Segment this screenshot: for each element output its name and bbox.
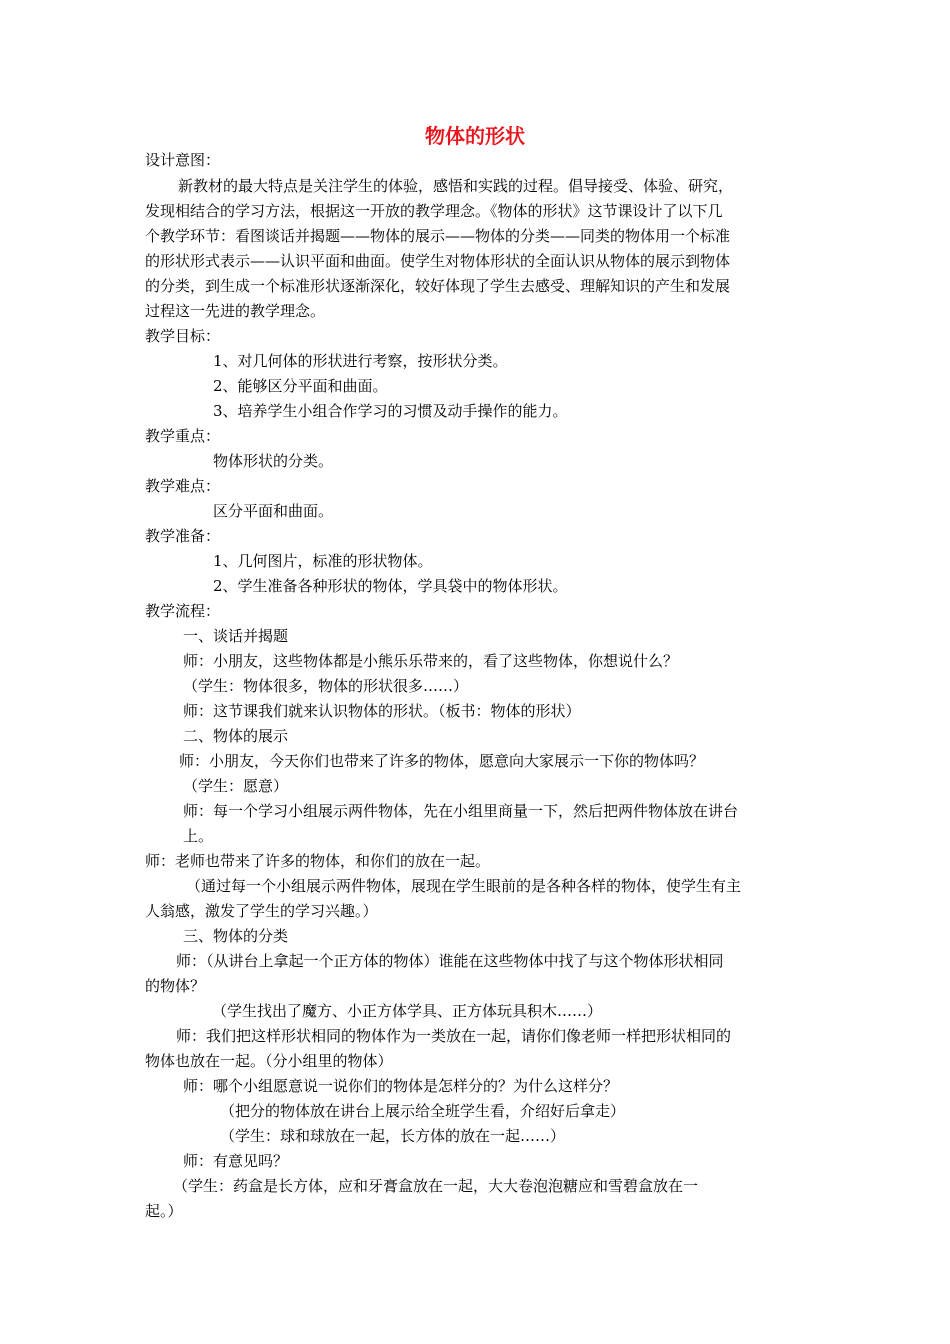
text-line: 师：有意见吗？ [183,1152,289,1170]
section-heading: 教学准备： [145,527,221,545]
text-line: 新教材的最大特点是关注学生的体验，感悟和实践的过程。倡导接受、体验、研究， [178,177,734,195]
text-line: （学生：球和球放在一起，长方体的放在一起……） [220,1127,566,1145]
text-line: 过程这一先进的教学理念。 [145,302,326,320]
text-line: 物体形状的分类。 [213,452,334,470]
text-line: （学生：愿意） [183,777,289,795]
text-line: （学生：药盒是长方体，应和牙膏盒放在一起，大大卷泡泡糖应和雪碧盒放在一 [173,1177,699,1195]
page-title: 物体的形状 [425,124,525,148]
list-item: 1、几何图片，标准的形状物体。 [213,552,433,570]
text-line: 的物体？ [145,977,206,995]
section-heading: 教学目标： [145,327,221,345]
subsection-heading: 二、物体的展示 [183,727,289,745]
text-line: 物体也放在一起。（分小组里的物体） [145,1052,393,1070]
list-item: 1、对几何体的形状进行考察，按形状分类。 [213,352,508,370]
text-line: 师：小朋友，今天你们也带来了许多的物体，愿意向大家展示一下你的物体吗？ [179,752,705,770]
text-line: 起。） [145,1202,183,1220]
section-heading: 教学流程： [145,602,221,620]
text-line: 的分类，到生成一个标准形状逐渐深化，较好体现了学生去感受、理解知识的产生和发展 [145,277,731,295]
section-heading: 教学难点： [145,477,221,495]
text-line: 发现相结合的学习方法，根据这一开放的教学理念。《物体的形状》这节课设计了以下几 [145,202,723,220]
text-line: 师：每一个学习小组展示两件物体，先在小组里商量一下，然后把两件物体放在讲台 [183,802,739,820]
text-line: 上。 [183,827,214,845]
text-line: 师：（从讲台上拿起一个正方体的物体）谁能在这些物体中找了与这个物体形状相同 [176,952,724,970]
text-line: 的形状形式表示——认识平面和曲面。使学生对物体形状的全面认识从物体的展示到物体 [145,252,731,270]
text-line: （把分的物体放在讲台上展示给全班学生看，介绍好后拿走） [220,1102,626,1120]
text-line: 师：这节课我们就来认识物体的形状。（板书：物体的形状） [183,702,581,720]
subsection-heading: 三、物体的分类 [183,927,289,945]
section-heading: 教学重点： [145,427,221,445]
text-line: （通过每一个小组展示两件物体，展现在学生眼前的是各种各样的物体，使学生有主 [186,877,742,895]
text-line: 区分平面和曲面。 [213,502,334,520]
list-item: 2、能够区分平面和曲面。 [213,377,388,395]
text-line: 设计意图： [145,151,221,169]
text-line: 人翁感，激发了学生的学习兴趣。） [145,902,378,920]
text-line: 师：小朋友，这些物体都是小熊乐乐带来的，看了这些物体，你想说什么？ [183,652,679,670]
text-line: 个教学环节：看图谈话并揭题——物体的展示——物体的分类——同类的物体用一个标准 [145,227,731,245]
list-item: 2、学生准备各种形状的物体，学具袋中的物体形状。 [213,577,568,595]
text-line: 师：老师也带来了许多的物体，和你们的放在一起。 [145,852,491,870]
text-line: （学生找出了魔方、小正方体学具、正方体玩具积木……） [212,1002,603,1020]
text-line: 师：哪个小组愿意说一说你们的物体是怎样分的？为什么这样分？ [183,1077,619,1095]
subsection-heading: 一、谈话并揭题 [183,627,289,645]
list-item: 3、培养学生小组合作学习的习惯及动手操作的能力。 [213,402,568,420]
text-line: （学生：物体很多，物体的形状很多……） [183,677,469,695]
text-line: 师：我们把这样形状相同的物体作为一类放在一起，请你们像老师一样把形状相同的 [176,1027,732,1045]
